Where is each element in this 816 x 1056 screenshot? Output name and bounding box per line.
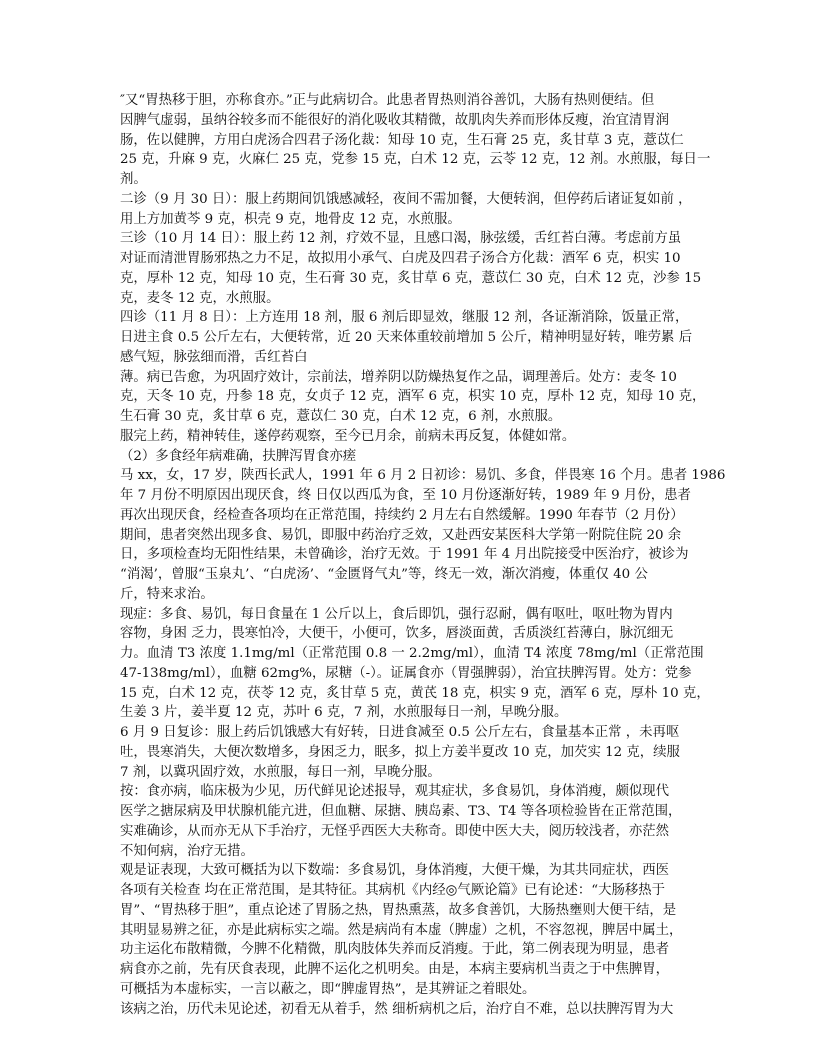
text-line: 吐，畏寒消失，大便次数增多，身困乏力，眠多，拟上方姜半夏改 10 克，加芡实 12 克，续服 (120, 744, 680, 760)
text-line: 年 7 月份不明原因出现厌食，终 日仅以西瓜为食，至 10 月份逐渐好转，1989 年 9 月份，患者 (120, 488, 691, 503)
text-line: 15 克，白术 12 克，茯苓 12 克，炙甘草 5 克，黄芪 18 克，枳实 9 克，酒军 6 克，厚朴 10 克， (120, 685, 710, 701)
text-line: 观是证表现，大致可概括为以下数端：多食易饥，身体消瘦，大便干燥，为其共同症状，西医 (120, 863, 670, 879)
text-line: 服完上药，精神转佳，遂停药观察，至今已月余，前病未再反复，体健如常。 (120, 428, 576, 444)
text-line: 对证而清泄胃肠邪热之力不足，故拟用小承气、白虎及四君子汤合方化裁：酒军 6 克，枳实 10 (120, 251, 681, 266)
text-line: 25 克，升麻 9 克，火麻仁 25 克，党参 15 克，白术 12 克，云苓 12 克，12 剂。水煎服，每日一 (120, 152, 711, 168)
text-line: 日进主食 0.5 公斤左右，大便转常，近 20 天来体重较前增加 5 公斤，精神明显好转，唯劳累 后 (120, 330, 693, 345)
text-line: 生姜 3 片，姜半夏 12 克，苏叶 6 克，7 剂，水煎服每日一剂，早晚分服。 (120, 705, 568, 721)
text-line: 6 月 9 日复诊：服上药后饥饿感大有好转，日进食减至 0.5 公斤左右，食量基本正常 ，未再呕 (120, 725, 680, 740)
text-line: 克，天冬 10 克，丹参 18 克，女贞子 12 克，酒军 6 克，枳实 10 克，厚朴 12 克，知母 10 克， (120, 389, 706, 405)
text-line: 三诊（10 月 14 日）：服上药 12 剂，疗效不显，且感口渴，脉弦缓，舌红苔白薄。考虑前方虽 (120, 231, 682, 247)
text-line: 医学之搪尿病及甲状腺机能亢进，但血糖、尿搪、胰岛素、T3、T4 等各项检验皆在正常范围， (120, 804, 682, 819)
text-line: 再次出现厌食，经检查各项均在正常范围，持续约 2 月左右自然缓解。1990 年春节（2 月份） (120, 507, 684, 523)
text-line: 按：食亦病，临床极为少见，历代鲜见论述报导，观其症状，多食易饥，身体消瘦，颇似现代 (120, 784, 670, 800)
text-line (120, 1019, 698, 1039)
text-line: 二诊（9 月 30 日）：服上药期间饥饿感减轻，夜间不需加餐，大便转润，但停药后诸证复如前 ， (120, 191, 692, 207)
text-line: 实难确诊，从而亦无从下手治疗，无怪乎西医大夫称奇。即使中医大夫，阅历较浅者，亦茫然 (120, 823, 670, 839)
text-line: 期间，患者突然出现多食、易饥，即服中药治疗乏效，又赴西安某医科大学第一附院住院 20 余 (120, 527, 682, 543)
text-line: 斤，特来求治。 (120, 586, 214, 602)
text-line: 该病之治，历代未见论述，初看无从着手，然 细析病机之后，治疗自不难，总以扶脾泻胃为大 (120, 1001, 674, 1017)
text-line: 薄。病已告愈，为巩固疗效计，宗前法，增养阴以防燥热复作之品，调理善后。处方：麦冬 10 (120, 369, 677, 385)
text-line: 日，多项检查均无阳性结果，未曾确诊，治疗无效。于 1991 年 4 月出院接受中医治疗，被诊为 (120, 547, 689, 563)
text-line: 功主运化布散精微，今脾不化精微，肌肉肢体失养而反消瘦。于此，第二例表现为明显，患者 (120, 942, 670, 958)
text-line: 现症：多食、易饥，每日食量在 1 公斤以上，食后即饥，强行忍耐，偶有呕吐，呕吐物为胃内 (120, 606, 673, 622)
text-line: 胃”、“胃热移于胆”，重点论述了胃肠之热，胃热熏蒸，故多食善饥，大肠热壅则大便干结，是 (120, 902, 677, 918)
text-line: 感气短，脉弦细而滑，舌红苔白 (120, 349, 308, 365)
text-line: 力。血清 T3 浓度 1.1mg/ml（正常范围 0.8 一 2.2mg/ml），血清 T4 浓度 78mg/ml（正常范围 (120, 646, 704, 661)
text-line: 可概括为本虚标实，一言以蔽之，即“脾虚胃热”，是其辨证之着眼处。 (120, 981, 536, 997)
text-line: 各项有关检查 均在正常范围，是其特征。其病机《内经◎气厥论篇》已有论述：“大肠移热于 (120, 883, 666, 898)
text-line: 生石膏 30 克，炙甘草 6 克，薏苡仁 30 克，白术 12 克，6 剂，水煎服。 (120, 409, 562, 424)
text-line: 克，厚朴 12 克，知母 10 克，生石膏 30 克，炙甘草 6 克，薏苡仁 30 克，白术 12 克，沙参 15 (120, 270, 702, 286)
text-line: 不知何病，治疗无措。 (120, 843, 254, 859)
text-line: 7 剂，以冀巩固疗效，水煎服，每日一剂，早晚分服。 (120, 764, 441, 780)
section-heading: （2）多食经年病难确，扶脾泻胃食亦瘥 (120, 448, 357, 464)
document-page (120, 91, 726, 1039)
text-line: 剂。 (120, 172, 147, 187)
text-line: 47-138mg/ml），血糖 62mg%，尿糖（-）。证属食亦（胃强脾弱），治宜扶脾泻胃。处方：党参 (120, 665, 692, 681)
text-line: 肠，佐以健脾，方用白虎汤合四君子汤化裁：知母 10 克，生石膏 25 克，炙甘草 3 克，薏苡仁 (120, 132, 684, 148)
text-line: 用上方加黄芩 9 克，枳壳 9 克，地骨皮 12 克，水煎服。 (120, 211, 461, 227)
text-line: 容物，身困 乏力，畏寒怕冷，大便干，小便可，饮多，唇淡面黄，舌质淡红苔薄白，脉沉细无 (120, 626, 674, 642)
text-line: ″又“胃热移于胆，亦称食亦。”正与此病切合。此患者胃热则消谷善饥，大肠有热则便结。但 (120, 93, 655, 108)
text-line: 克，麦冬 12 克，水煎服。 (120, 290, 280, 306)
text-line: 四诊（11 月 8 日）：上方连用 18 剂，服 6 剂后即显效，继服 12 剂，各证渐消除，饭量正常， (120, 310, 689, 326)
text-line: “消渴’，曾服“玉泉丸’、“白虎汤’、“金匮肾气丸”等，终无一效，渐次消瘦，体重仅 40 公 (120, 567, 648, 582)
text-line: 病食亦之前，先有厌食表现，此脾不运化之机明矣。由是，本病主要病机当责之于中焦脾胃， (120, 962, 670, 977)
text-line: 其明显易辨之征，亦是此病标实之端。然是病尚有本虚（脾虚）之机，不容忽视，脾居中属土， (120, 922, 683, 938)
text-line: 因脾气虚弱，虽纳谷较多而不能很好的消化吸收其精微，故肌肉失养而形体反瘦，治宜清胃润 (120, 112, 670, 128)
text-line: 马 xx，女，17 岁，陕西长武人，1991 年 6 月 2 日初诊：易饥、多食，伴畏寒 16 个月。患者 1986 (120, 468, 726, 484)
